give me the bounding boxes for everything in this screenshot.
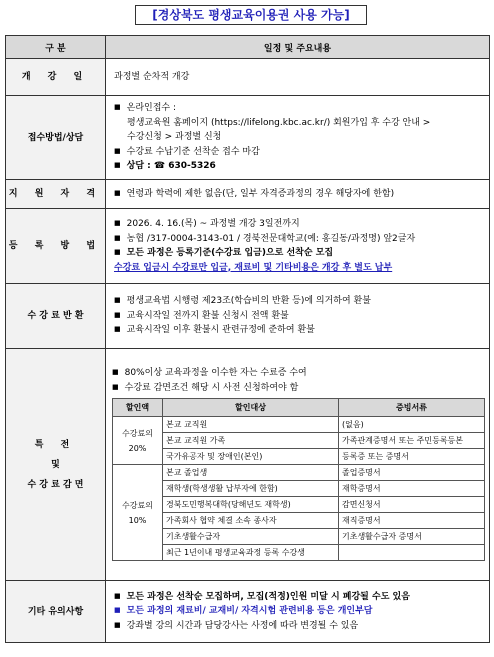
header-category: 구 분	[6, 36, 106, 59]
application-item: 평생교육원 홈페이지 (https://lifelong.kbc.ac.kr/) 회원가입 후 수강 안내 >	[127, 117, 431, 128]
discount-header-target: 할인대상	[163, 399, 339, 417]
notes-item: ■ 모든 과정은 선착순 모집하며, 모집(적정)인원 미달 시 폐강될 수도 있음	[114, 590, 483, 605]
refund-item: ■ 평생교육법 시행령 제23조(학습비의 반환 등)에 의거하여 환불	[114, 294, 483, 309]
table-header-row	[6, 36, 490, 59]
table-row	[113, 481, 485, 497]
table-row	[113, 513, 485, 529]
table-row	[113, 465, 485, 481]
discount-doc: 감면신청서	[339, 497, 485, 513]
row-qualification	[6, 180, 490, 209]
application-item: ■ 온라인접수 :	[114, 101, 483, 116]
discount-target: 기초생활수급자	[163, 529, 339, 545]
row-opening	[6, 59, 490, 96]
discount-doc: 재학증명서	[339, 481, 485, 497]
discount-table-header	[113, 399, 485, 417]
discount-doc: 가족관계증명서 또는 주민등록등본	[339, 433, 485, 449]
registration-item: ■ 농협 /317-0004-3143-01 / 경북전문대학교(예: 홍길동/과정명) 앞2글자	[114, 232, 483, 247]
table-row	[113, 529, 485, 545]
row-registration	[6, 209, 490, 284]
discount-target: 본교 교직원 가족	[163, 433, 339, 449]
discount-doc: 등록증 또는 증명서	[339, 449, 485, 465]
discount-target: 본교 교직원	[163, 417, 339, 433]
registration-label: 등 록 방 법	[8, 241, 103, 251]
discount-item: ■ 80%이상 교육과정을 이수한 자는 수료증 수여	[112, 366, 483, 381]
discount-rate-10: 수강료의 10%	[113, 465, 163, 561]
application-item: ■ 수강료 수납기준 선착순 접수 마감	[114, 145, 483, 160]
discount-header-doc: 증빙서류	[339, 399, 485, 417]
discount-label-bottom: 수 강 료 감 면	[27, 479, 84, 490]
discount-target: 재학생(학생생활 납부자에 한함)	[163, 481, 339, 497]
table-row	[113, 545, 485, 561]
discount-doc	[339, 545, 485, 561]
notes-item: ■ 모든 과정의 재료비/ 교재비/ 자격시험 관련비용 등은 개인부담	[114, 604, 483, 619]
refund-label: 수 강 료 반 환	[27, 311, 84, 321]
opening-text: 과정별 순차적 개강	[114, 71, 190, 82]
table-row	[113, 417, 485, 433]
qualification-label: 지 원 자 격	[8, 189, 103, 199]
refund-item: ■ 교육시작일 이후 환불시 관련규정에 준하여 환불	[114, 323, 483, 338]
row-application	[6, 96, 490, 180]
discount-doc: 재직증명서	[339, 513, 485, 529]
discount-table	[112, 398, 485, 561]
course-info-table	[5, 35, 490, 643]
row-notes	[6, 581, 490, 643]
notes-item: ■ 강좌별 강의 시간과 담당강사는 사정에 따라 변경될 수 있음	[114, 619, 483, 634]
header-content: 일정 및 주요내용	[106, 36, 490, 59]
consult-phone: ■ 상담 : ☎ 630-5326	[114, 159, 483, 174]
refund-item: ■ 교육시작일 전까지 환불 신청시 전액 환불	[114, 309, 483, 324]
discount-rate-20: 수강료의 20%	[113, 417, 163, 465]
discount-header-rate: 할인액	[113, 399, 163, 417]
application-item: 수강신청 > 과정별 신청	[127, 132, 222, 143]
discount-target: 최근 1년이내 평생교육과정 등록 수강생	[163, 545, 339, 561]
notes-label: 기타 유의사항	[6, 581, 106, 643]
discount-item: ■ 수강료 감면조건 해당 시 사전 신청하여야 함	[112, 381, 483, 396]
discount-target: 가족회사 협약 체결 소속 종사자	[163, 513, 339, 529]
table-row	[113, 497, 485, 513]
opening-label: 개 강 일	[21, 72, 90, 82]
discount-target: 본교 졸업생	[163, 465, 339, 481]
row-discount	[6, 349, 490, 581]
qualification-text: ■ 연령과 학력에 제한 없음(단, 일부 자격증과정의 경우 해당자에 한함)	[114, 187, 483, 202]
registration-item: ■ 2026. 4. 16.(목) ~ 과정별 개강 3일전까지	[114, 217, 483, 232]
row-refund	[6, 284, 490, 349]
table-row	[113, 433, 485, 449]
discount-label-mid: 및	[51, 459, 60, 470]
discount-label-top: 특 전	[34, 439, 77, 450]
discount-target: 경북도민행복대학(당해년도 재학생)	[163, 497, 339, 513]
application-label: 접수방법/상담	[6, 96, 106, 180]
discount-doc: 기초생활수급자 증명서	[339, 529, 485, 545]
table-row	[113, 449, 485, 465]
discount-doc: (없음)	[339, 417, 485, 433]
registration-item: ■ 모든 과정은 등록기준(수강료 입금)으로 선착순 모집	[114, 246, 483, 261]
discount-doc: 졸업증명서	[339, 465, 485, 481]
discount-target: 국가유공자 및 장애인(본인)	[163, 449, 339, 465]
registration-notice: 수강료 입금시 수강료만 입금, 재료비 및 기타비용은 개강 후 별도 납부	[114, 262, 393, 273]
document-title: [경상북도 평생교육이용권 사용 가능]	[135, 5, 367, 25]
